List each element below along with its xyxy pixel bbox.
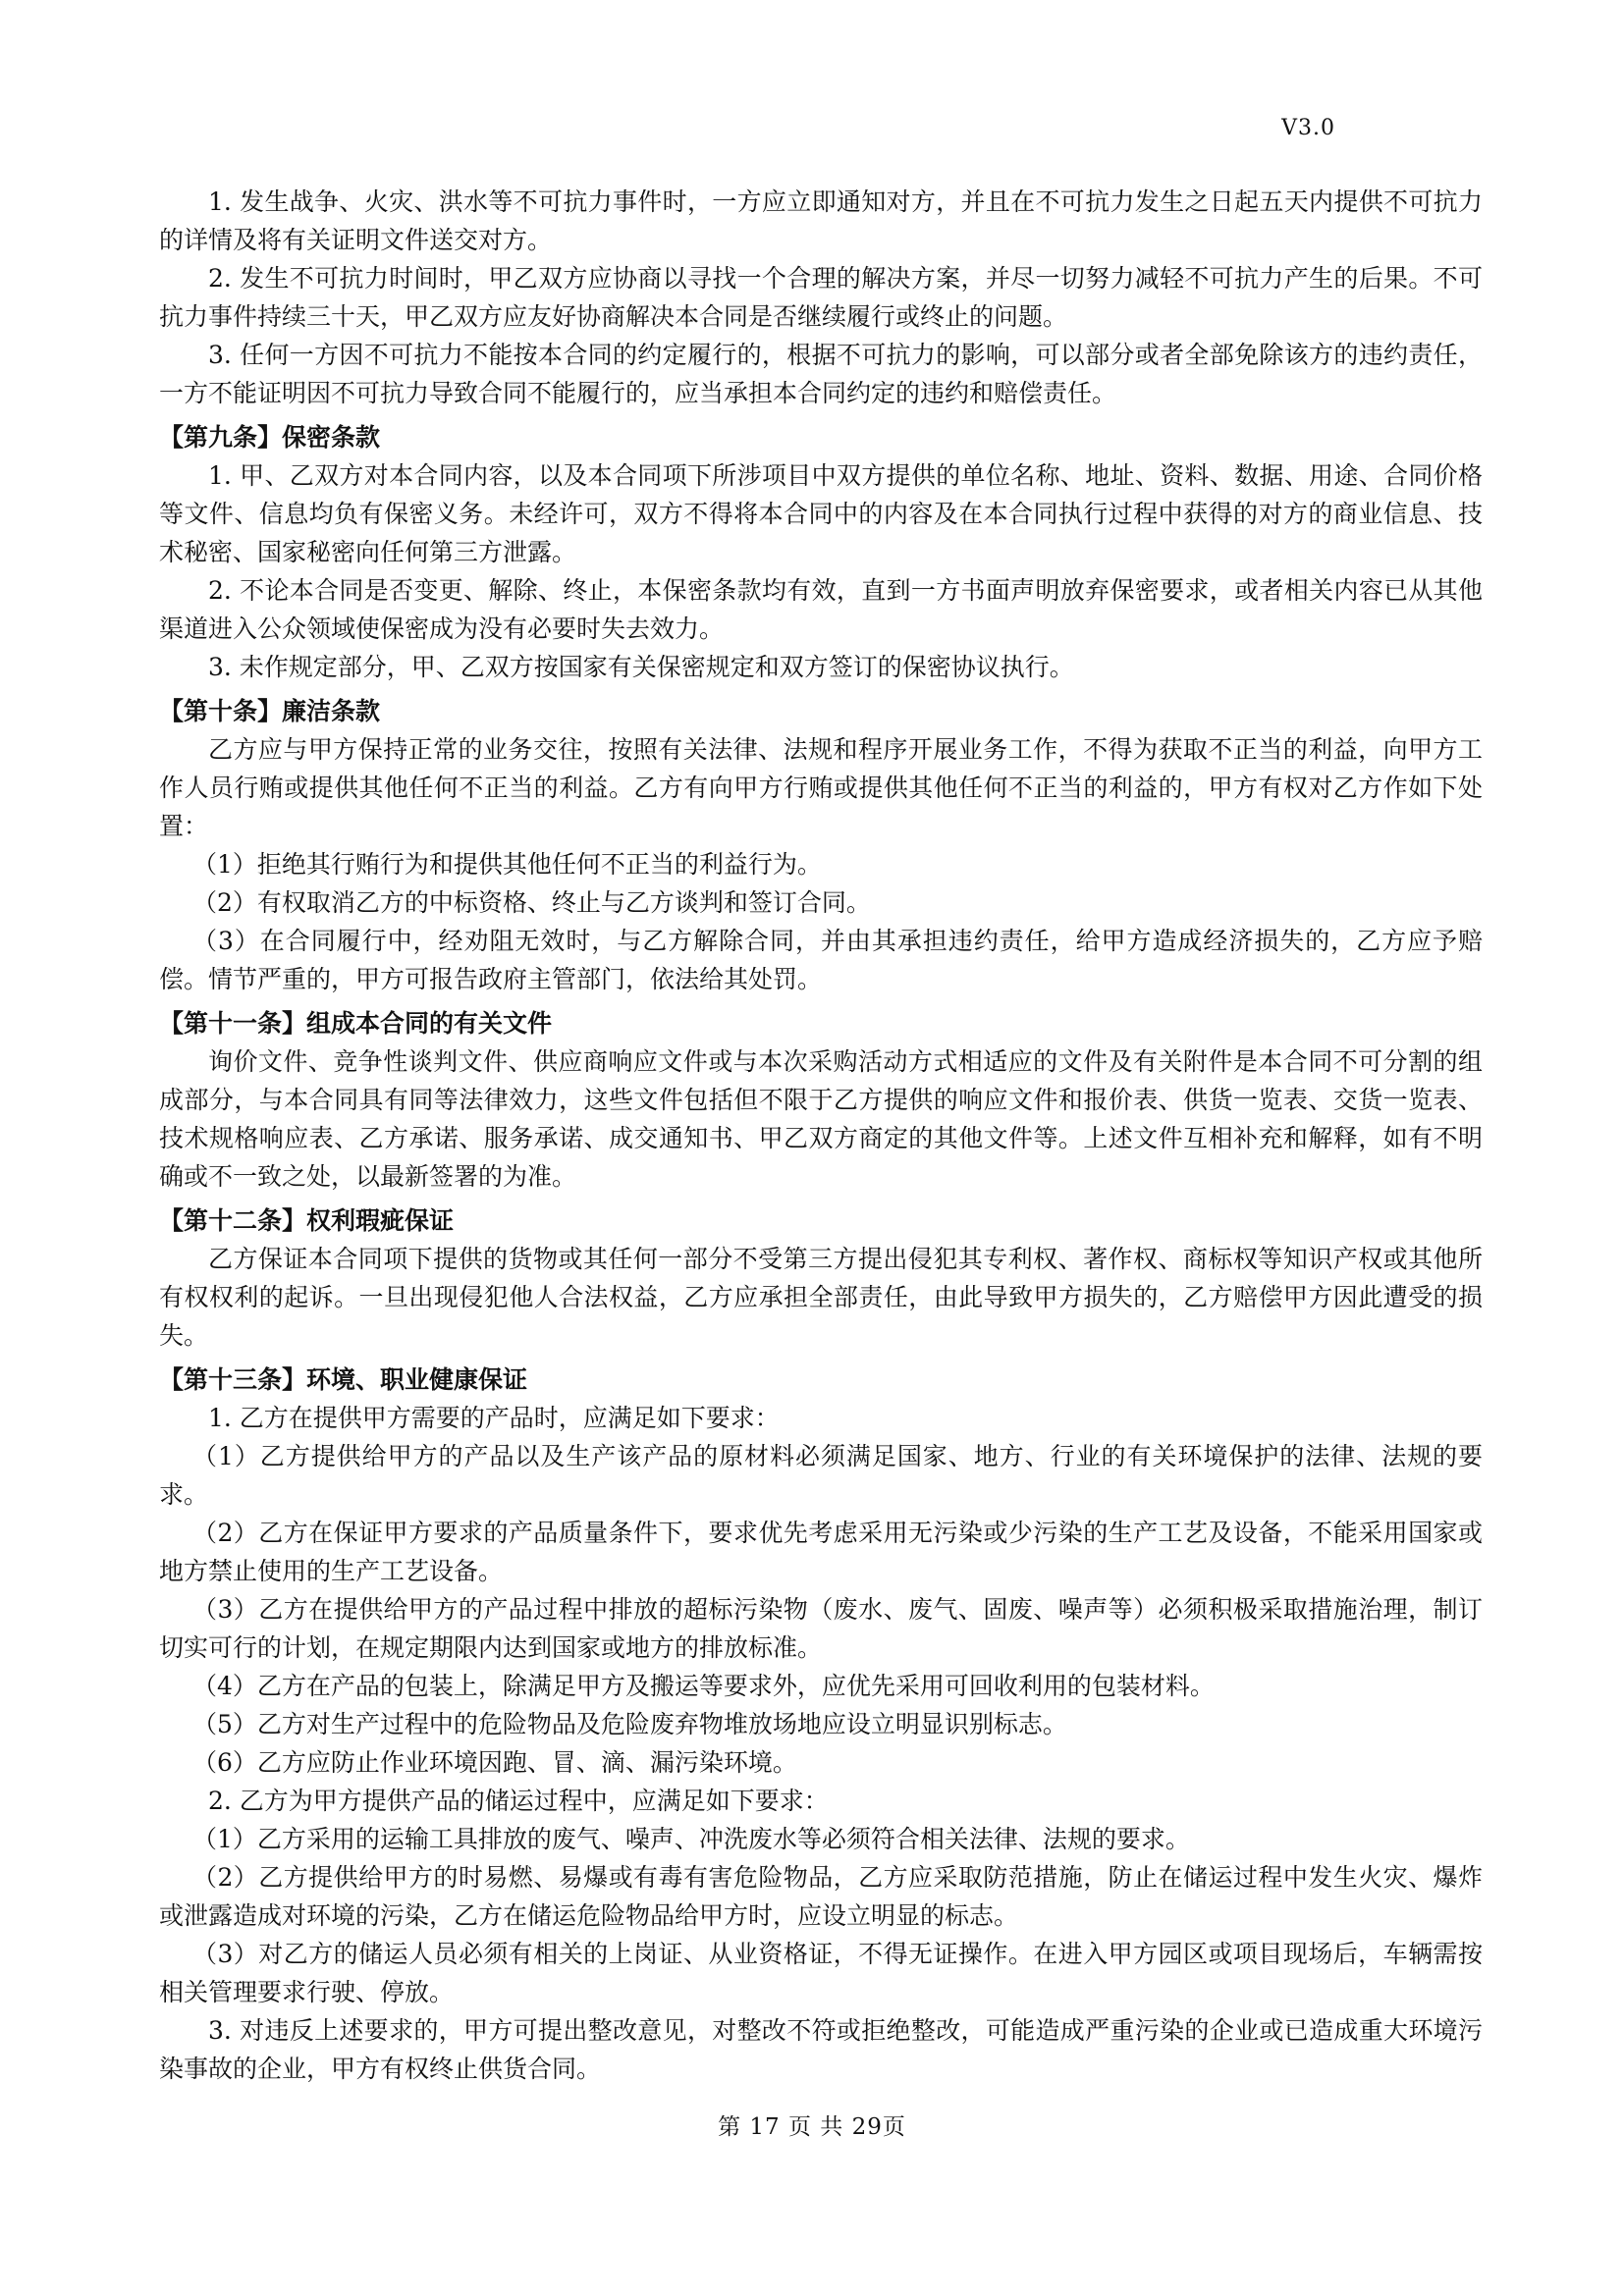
section-heading-article-10: 【第十条】廉洁条款 (159, 697, 381, 725)
paragraph: 1. 发生战争、火灾、洪水等不可抗力事件时，一方应立即通知对方，并且在不可抗力发生之日起五天内提供不可抗力的详情及将有关证明文件送交对方。 (159, 187, 1483, 254)
paragraph: 2. 发生不可抗力时间时，甲乙双方应协商以寻找一个合理的解决方案，并尽一切努力减轻不可抗力产生的后果。不可抗力事件持续三十天，甲乙双方应友好协商解决本合同是否继续履行或终止的问题。 (159, 264, 1483, 331)
paragraph: 2. 乙方为甲方提供产品的储运过程中，应满足如下要求： (208, 1787, 829, 1815)
version-label: V3.0 (1281, 116, 1335, 140)
paragraph: 询价文件、竞争性谈判文件、供应商响应文件或与本次采购活动方式相适应的文件及有关附件是本合同不可分割的组成部分，与本合同具有同等法律效力，这些文件包括但不限于乙方提供的响应文件和报价表、供货一览表、交货一览表、技术规格响应表、乙方承诺、服务承诺、成交通知书、甲乙双方商定的其他文件等。上述文件互相补充和解释，如有不明确或不一致之处，以最新签署的为准。 (159, 1047, 1483, 1191)
list-item: （3）对乙方的储运人员必须有相关的上岗证、从业资格证，不得无证操作。在进入甲方园区或项目现场后，车辆需按相关管理要求行驶、停放。 (159, 1940, 1483, 2006)
section-heading-article-12: 【第十二条】权利瑕疵保证 (159, 1206, 455, 1235)
paragraph: 3. 对违反上述要求的，甲方可提出整改意见，对整改不符或拒绝整改，可能造成严重污染的企业或已造成重大环境污染事故的企业，甲方有权终止供货合同。 (159, 2016, 1483, 2083)
section-heading-article-11: 【第十一条】组成本合同的有关文件 (159, 1009, 553, 1038)
paragraph: 乙方保证本合同项下提供的货物或其任何一部分不受第三方提出侵犯其专利权、著作权、商标权等知识产权或其他所有权权利的起诉。一旦出现侵犯他人合法权益，乙方应承担全部责任，由此导致甲方损失的，乙方赔偿甲方因此遭受的损失。 (159, 1245, 1483, 1350)
list-item: （6）乙方应防止作业环境因跑、冒、滴、漏污染环境。 (192, 1748, 797, 1777)
section-heading-article-9: 【第九条】保密条款 (159, 423, 381, 452)
list-item: （5）乙方对生产过程中的危险物品及危险废弃物堆放场地应设立明显识别标志。 (192, 1710, 1067, 1738)
list-item: （3）乙方在提供给甲方的产品过程中排放的超标污染物（废水、废气、固废、噪声等）必须积极采取措施治理，制订切实可行的计划，在规定期限内达到国家或地方的排放标准。 (159, 1595, 1483, 1662)
paragraph: 3. 未作规定部分，甲、乙双方按国家有关保密规定和双方签订的保密协议执行。 (208, 653, 1074, 681)
page-number: 第 17 页 共 29页 (718, 2114, 906, 2140)
list-item: （2）乙方在保证甲方要求的产品质量条件下，要求优先考虑采用无污染或少污染的生产工艺及设备，不能采用国家或地方禁止使用的生产工艺设备。 (159, 1519, 1483, 1585)
list-item: （2）乙方提供给甲方的时易燃、易爆或有毒有害危险物品，乙方应采取防范措施，防止在储运过程中发生火灾、爆炸或泄露造成对环境的污染，乙方在储运危险物品给甲方时，应设立明显的标志。 (159, 1863, 1483, 1930)
list-item: （2）有权取消乙方的中标资格、终止与乙方谈判和签订合同。 (192, 888, 871, 917)
paragraph: 1. 乙方在提供甲方需要的产品时，应满足如下要求： (208, 1404, 780, 1432)
list-item: （3）在合同履行中，经劝阻无效时，与乙方解除合同，并由其承担违约责任，给甲方造成经济损失的，乙方应予赔偿。情节严重的，甲方可报告政府主管部门，依法给其处罚。 (159, 927, 1483, 993)
paragraph: 乙方应与甲方保持正常的业务交往，按照有关法律、法规和程序开展业务工作，不得为获取不正当的利益，向甲方工作人员行贿或提供其他任何不正当的利益。乙方有向甲方行贿或提供其他任何不正当的利益的，甲方有权对乙方作如下处置： (159, 735, 1483, 840)
paragraph: 1. 甲、乙双方对本合同内容，以及本合同项下所涉项目中双方提供的单位名称、地址、资料、数据、用途、合同价格等文件、信息均负有保密义务。未经许可，双方不得将本合同中的内容及在本合同执行过程中获得的对方的商业信息、技术秘密、国家秘密向任何第三方泄露。 (159, 461, 1483, 566)
paragraph: 2. 不论本合同是否变更、解除、终止，本保密条款均有效，直到一方书面声明放弃保密要求，或者相关内容已从其他渠道进入公众领域使保密成为没有必要时失去效力。 (159, 576, 1483, 643)
list-item: （1）乙方采用的运输工具排放的废气、噪声、冲洗废水等必须符合相关法律、法规的要求。 (192, 1825, 1190, 1853)
paragraph: 3. 任何一方因不可抗力不能按本合同的约定履行的，根据不可抗力的影响，可以部分或者全部免除该方的违约责任，一方不能证明因不可抗力导致合同不能履行的，应当承担本合同约定的违约和赔偿责任。 (159, 341, 1483, 407)
list-item: （1）拒绝其行贿行为和提供其他任何不正当的利益行为。 (192, 850, 822, 879)
list-item: （1）乙方提供给甲方的产品以及生产该产品的原材料必须满足国家、地方、行业的有关环境保护的法律、法规的要求。 (159, 1442, 1483, 1509)
contract-body (159, 183, 1483, 2088)
list-item: （4）乙方在产品的包装上，除满足甲方及搬运等要求外，应优先采用可回收利用的包装材料。 (192, 1672, 1215, 1700)
section-heading-article-13: 【第十三条】环境、职业健康保证 (159, 1365, 528, 1394)
